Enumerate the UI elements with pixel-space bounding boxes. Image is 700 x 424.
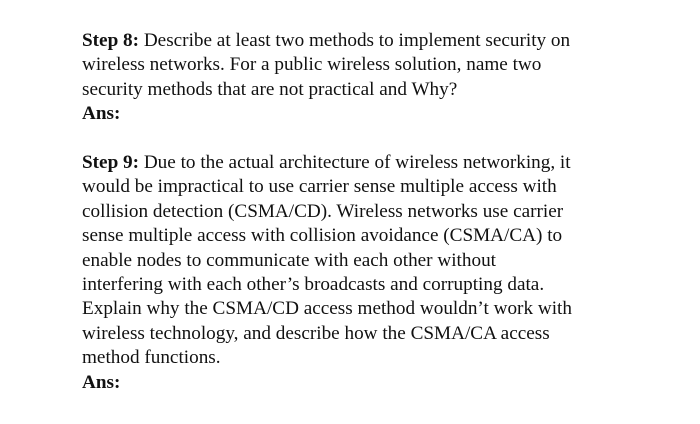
step-8-line-1 xyxy=(82,29,662,53)
document-page xyxy=(82,29,662,395)
step-8-section xyxy=(82,29,662,127)
step-9-line-8: wireless technology, and describe how the CSMA/CA access xyxy=(82,322,550,344)
step-8-answer-label: Ans: xyxy=(82,103,121,125)
step-9-line-9: method functions. xyxy=(82,347,221,369)
step-9-line-1 xyxy=(82,151,662,175)
step-9-line-2: would be impractical to use carrier sense multiple access with xyxy=(82,176,557,198)
step-9-line-4: sense multiple access with collision avoidance (CSMA/CA) to xyxy=(82,225,563,247)
step-9-text-1: Due to the actual architecture of wireless networking, it xyxy=(139,152,571,174)
step-8-line-2: wireless networks. For a public wireless solution, name two xyxy=(82,54,542,76)
step-8-text-1: Describe at least two methods to implement security on xyxy=(139,30,571,51)
step-9-label: Step 9: xyxy=(82,152,140,174)
step-8-label: Step 8: xyxy=(82,30,140,51)
step-8-line-3: security methods that are not practical and Why? xyxy=(82,78,458,100)
section-spacer xyxy=(82,127,662,151)
step-9-section xyxy=(82,151,662,395)
step-9-line-6: interfering with each other’s broadcasts and corrupting data. xyxy=(82,274,545,296)
step-9-answer-label: Ans: xyxy=(82,371,121,393)
step-9-line-7: Explain why the CSMA/CD access method wouldn’t work with xyxy=(82,298,572,320)
step-9-line-3: collision detection (CSMA/CD). Wireless networks use carrier xyxy=(82,200,564,222)
step-9-line-5: enable nodes to communicate with each other without xyxy=(82,249,497,271)
